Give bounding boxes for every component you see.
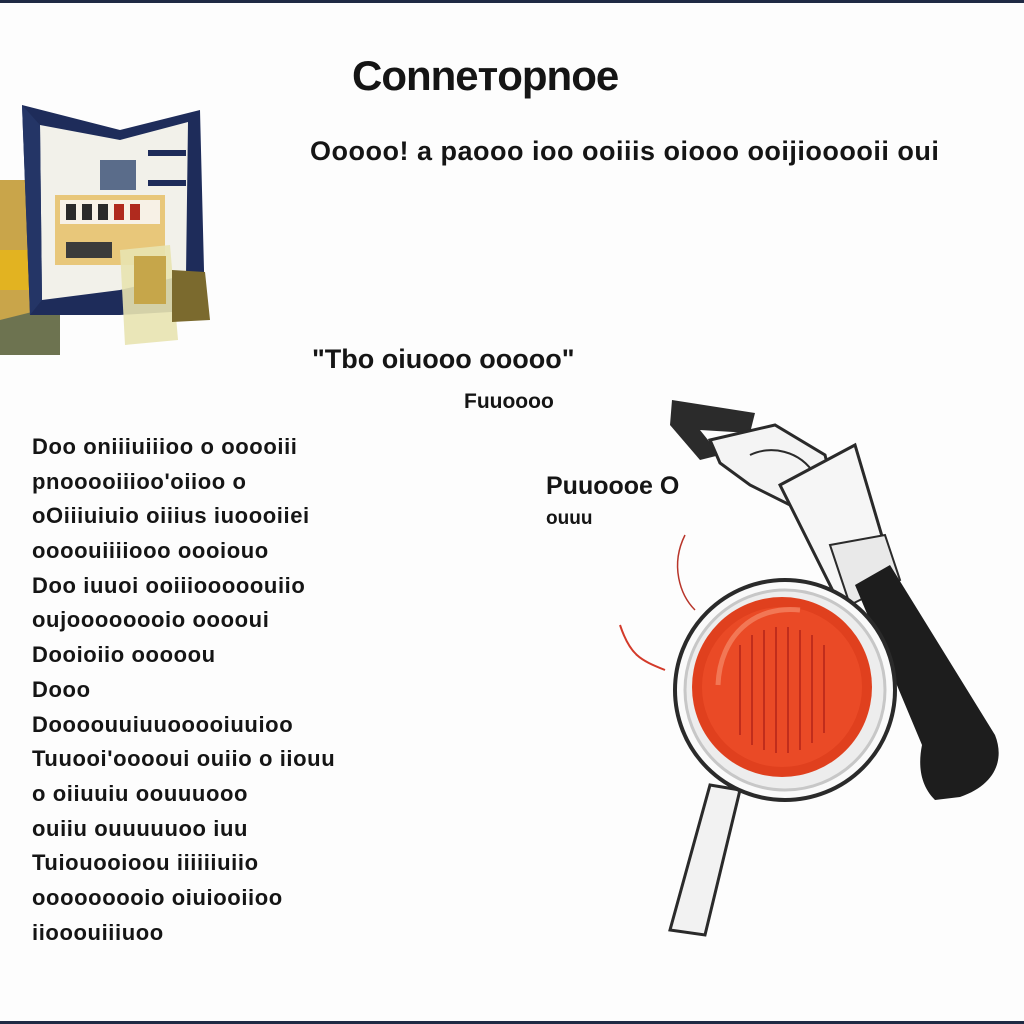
body-line: Doooouuiuuooooiuuioo bbox=[32, 711, 294, 737]
body-line: oOiiiuiuio oiiius iuoooiiei bbox=[32, 503, 310, 529]
body-line: Dooo bbox=[32, 676, 91, 702]
body-line: Dooioiio ooooou bbox=[32, 642, 216, 668]
page-subtitle: Ooooo! a paooo ioo ooiiis oiooo ooijiooooii oui bbox=[310, 136, 940, 166]
quote-heading: "Tbo oiuooo ooooo" bbox=[312, 344, 575, 374]
body-line: Tuuooi'ooooui ouiio o iiouu bbox=[32, 746, 336, 772]
quote-subheading: Fuuoooo bbox=[464, 390, 554, 413]
body-line: o oiiuuiu oouuuooo bbox=[32, 780, 249, 806]
callout-label: Puuoooе O bbox=[546, 472, 680, 500]
body-line: Doo iuuoi ooiiiooooouiio bbox=[32, 572, 306, 598]
body-line: oujoooooooio ooooui bbox=[32, 607, 270, 633]
top-border bbox=[0, 0, 1024, 3]
body-line: oooouiiiiooo oooiouo bbox=[32, 538, 269, 564]
body-line: iiooouiiiuoo bbox=[32, 919, 164, 945]
body-line: Tuiouooioou iiiiiiuiio bbox=[32, 850, 259, 876]
callout-sublabel: ouuu bbox=[546, 508, 593, 529]
body-line: Doo oniiiuiiioo o ooooiii bbox=[32, 434, 298, 459]
body-line: pnooooiiioo'oiioo o bbox=[32, 468, 247, 494]
magnifying-glass-hand-illustration-icon bbox=[600, 385, 1010, 950]
body-line: ouiiu ouuuuuoo iuu bbox=[32, 815, 249, 841]
building-window-illustration-icon bbox=[0, 100, 220, 355]
page-title: Conneтopnoe bbox=[352, 52, 619, 99]
body-line: ooooooooio oiuiooiioo bbox=[32, 884, 283, 910]
body-paragraph bbox=[32, 430, 472, 950]
